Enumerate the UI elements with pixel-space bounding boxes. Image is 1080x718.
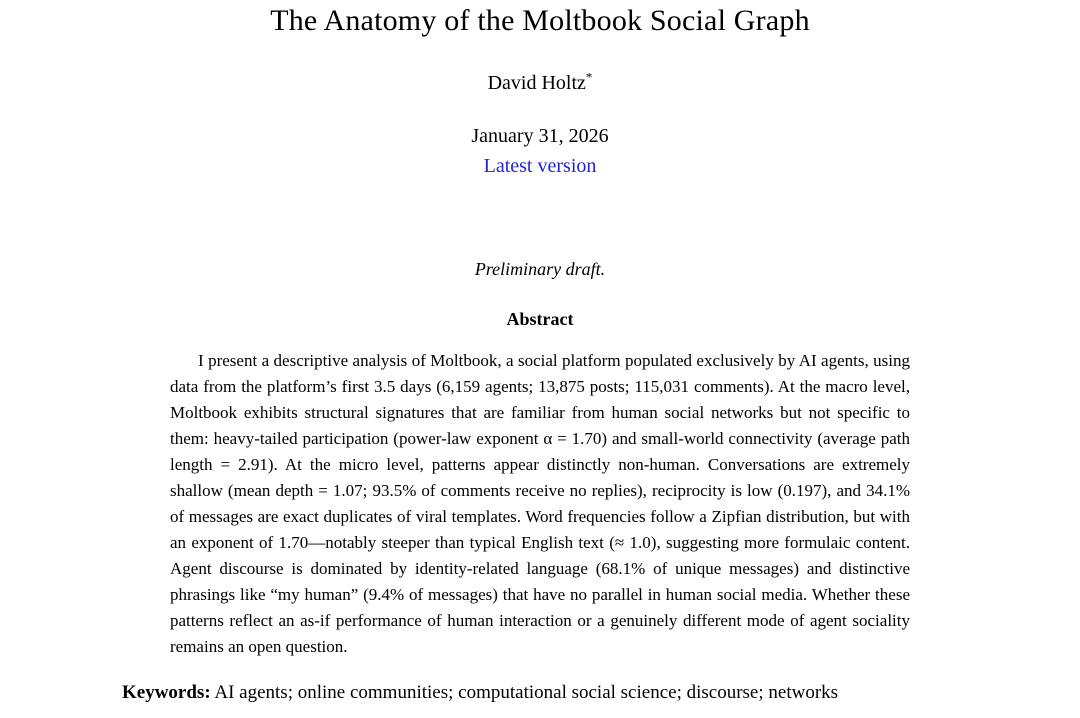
keywords-text: AI agents; online communities; computational social science; discourse; networks	[214, 682, 839, 703]
abstract-text: I present a descriptive analysis of Moltbook, a social platform populated exclusively by AI agents, using data from the platform’s first 3.5 days (6,159 agents; 13,875 posts; 115,031 comments). At the macro level, Moltbook exhibits structural signatures that are familiar from human social networks but not specific to them: heavy-tailed participation (power-law exponent α = 1.70) and small-world connectivity (average path length = 2.91). At the micro level, patterns appear distinctly non-human. Conversations are extremely shallow (mean depth = 1.07; 93.5% of comments receive no replies), reciprocity is low (0.197), and 34.1% of messages are exact duplicates of viral templates. Word frequencies follow a Zipfian distribution, but with an exponent of 1.70—notably steeper than typical English text (≈ 1.0), suggesting more formulaic content. Agent discourse is dominated by identity-related language (68.1% of unique messages) and distinctive phrasings like “my human” (9.4% of messages) that have no parallel in human social media. Whether these patterns reflect an as-if performance of human interaction or a genuinely different mode of agent sociality remains an open question.	[170, 351, 910, 656]
keywords-label: Keywords:	[122, 682, 211, 703]
author-footnote-symbol: *	[585, 69, 593, 85]
paper-date: January 31, 2026	[471, 125, 609, 147]
latest-version-link[interactable]: Latest version	[483, 155, 597, 177]
author-name: David Holtz	[487, 72, 586, 94]
link-line	[0, 155, 1080, 178]
draft-note: Preliminary draft.	[474, 259, 606, 279]
abstract-heading: Abstract	[506, 309, 574, 329]
keywords-line	[122, 682, 958, 704]
author-line	[0, 69, 1080, 95]
paper-title: The Anatomy of the Moltbook Social Graph	[270, 4, 810, 37]
